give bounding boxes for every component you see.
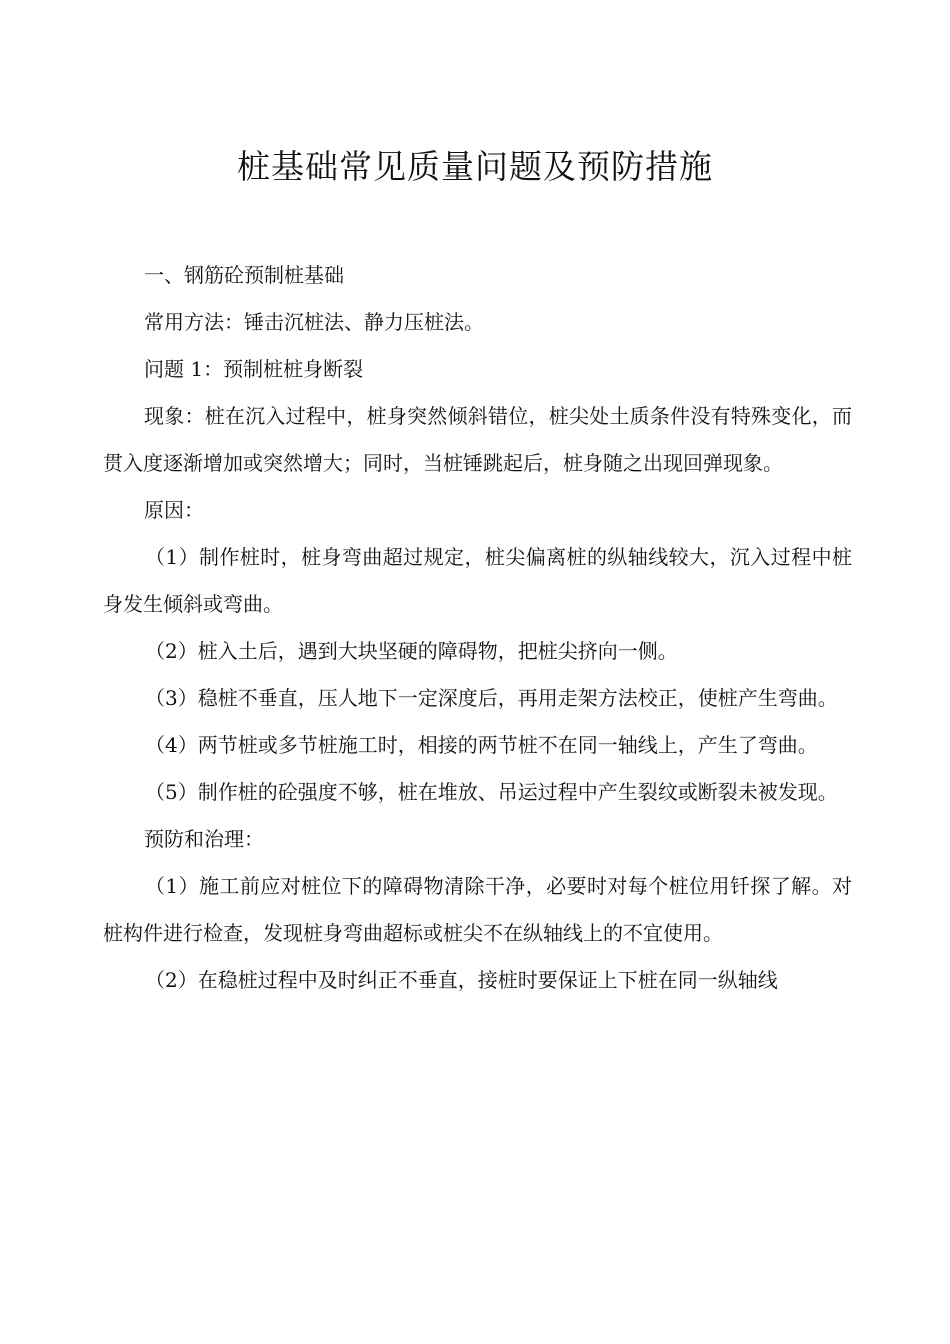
- document-body: [103, 252, 852, 1004]
- problem-heading: 问题 1：预制桩桩身断裂: [144, 357, 364, 381]
- cause-item-1: （1）制作桩时，桩身弯曲超过规定，桩尖偏离桩的纵轴线较大，沉入过程中桩身发生倾斜或弯曲。: [103, 545, 852, 616]
- cause-item-4: （4）两节桩或多节桩施工时，相接的两节桩不在同一轴线上，产生了弯曲。: [145, 733, 818, 757]
- section-heading: 一、钢筋砼预制桩基础: [144, 263, 344, 287]
- paragraph-phenomenon: 现象：桩在沉入过程中，桩身突然倾斜错位，桩尖处土质条件没有特殊变化，而贯入度逐渐增加或突然增大；同时，当桩锤跳起后，桩身随之出现回弹现象。: [103, 404, 852, 475]
- cause-item-3: （3）稳桩不垂直，压人地下一定深度后，再用走架方法校正，使桩产生弯曲。: [145, 686, 838, 710]
- cause-item-5: （5）制作桩的砼强度不够，桩在堆放、吊运过程中产生裂纹或断裂未被发现。: [145, 780, 838, 804]
- document-title: 桩基础常见质量问题及预防措施: [237, 147, 713, 186]
- prevention-heading: 预防和治理：: [144, 827, 264, 851]
- prevention-item-2: （2）在稳桩过程中及时纠正不垂直，接桩时要保证上下桩在同一纵轴线: [145, 968, 778, 992]
- cause-item-2: （2）桩入土后，遇到大块坚硬的障碍物，把桩尖挤向一侧。: [145, 639, 678, 663]
- paragraph-methods: 常用方法：锤击沉桩法、静力压桩法。: [144, 310, 484, 334]
- cause-heading: 原因：: [144, 498, 204, 522]
- prevention-item-1: （1）施工前应对桩位下的障碍物清除干净，必要时对每个桩位用钎探了解。对桩构件进行检查，发现桩身弯曲超标或桩尖不在纵轴线上的不宜使用。: [103, 874, 852, 945]
